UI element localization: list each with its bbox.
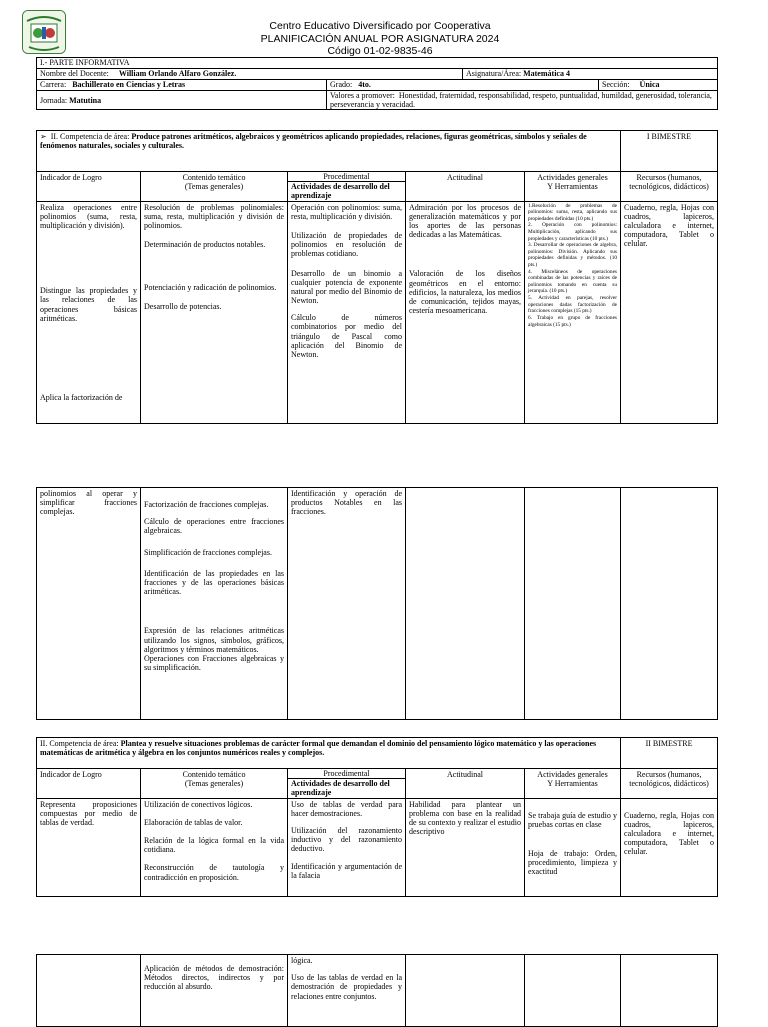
- subject-name: Matemática 4: [523, 69, 570, 78]
- actitudinal-2-cell: Habilidad para plantear un problema con base en la realidad de su contexto y realizar el estudio descriptivo: [406, 798, 525, 896]
- shift-value: Matutina: [69, 95, 102, 105]
- col-actitudinal-2: Actitudinal: [406, 769, 525, 799]
- plan-table-bimestre-1: [36, 130, 718, 424]
- grade-value: 4to.: [358, 80, 371, 89]
- recursos-cont-cell: [621, 488, 718, 720]
- col-procedimental-2: Procedimental Actividades de desarrollo del aprendizaje: [288, 769, 406, 799]
- procedimental-cell: Operación con polinomios: suma, resta, multiplicación y división. Utilización de propiedades de polinomios en resolución de problemas cotidiano. Desarrollo de un binomio a cualquier potencia de exponente natural por medio del Binomio de Newton. Cálculo de números combinatorios por medio del triángulo de Pascal como aplicación del Binomio de Newton.: [288, 201, 406, 423]
- col-actitudinal: Actitudinal: [406, 172, 525, 202]
- indicador-2-cell: Representa proposiciones compuestas por medio de tablas de verdad.: [37, 798, 141, 896]
- section-cell: Sección: Única: [599, 80, 718, 91]
- actitudinal-cell: Admiración por los procesos de generalización matemáticos y por los aportes de las personas dedicadas a las Matemáticas. Valoración de los diseños geométricos en el entorno: edificios, la naturaleza, los medios de comunicación, tejidos mayas, cestería mesoamericana.: [406, 201, 525, 423]
- indicador-2-cont-cell: [37, 955, 141, 1027]
- recursos-cell: Cuaderno, regla, Hojas con cuadros, lapiceros, calculadora e internet, computadora, Tablet o celular.: [621, 201, 718, 423]
- values-cell: Valores a promover: Honestidad, fraternidad, responsabilidad, respeto, puntualidad, humildad, generosidad, tolerancia, perseverancia y veracidad.: [327, 91, 718, 110]
- career-cell: Carrera: Bachillerato en Ciencias y Letras: [37, 80, 327, 91]
- procedimental-2-cell: Uso de tablas de verdad para hacer demostraciones. Utilización del razonamiento inductivo y del razonamiento deductivo. Identificación y argumentación de la falacia: [288, 798, 406, 896]
- col-recursos-2: Recursos (humanos, tecnológicos, didácticos): [621, 769, 718, 799]
- bimestre-2-label: II BIMESTRE: [621, 738, 718, 769]
- col-indicador: Indicador de Logro: [37, 172, 141, 202]
- contenido-cont-cell: Factorización de fracciones complejas. Cálculo de operaciones entre fracciones algebraicas. Simplificación de fracciones complejas. Identificación de las propiedades en las fracciones y de las operaciones básicas aritméticas. Expresión de las relaciones aritméticas utilizando los signos, símbolos, gráficos, algoritmos y términos matemáticos. Operaciones con Fracciones algebraicas y su simplificación.: [141, 488, 288, 720]
- plan-table-bimestre-2: [36, 737, 718, 897]
- bimestre-1-label: I BIMESTRE: [621, 131, 718, 172]
- col-actividades-2: Actividades generales Y Herramientas: [525, 769, 621, 799]
- shift-cell: Jornada: Matutina: [37, 91, 327, 110]
- subject-cell: Asignatura/Área: Matemática 4: [463, 69, 718, 80]
- contenido-cell: Resolución de problemas polinomiales: suma, resta, multiplicación y división de polinomios. Determinación de productos notables. Potenciación y radicación de polinomios. Desarrollo de potencias.: [141, 201, 288, 423]
- actividades-cont-cell: [525, 488, 621, 720]
- recursos-2-cell: Cuaderno, regla, Hojas con cuadros, lapiceros, calculadora e internet, computadora, Tablet o celular.: [621, 798, 718, 896]
- col-indicador-2: Indicador de Logro: [37, 769, 141, 799]
- document-code: Código 01-02-9835-46: [327, 45, 433, 58]
- indicador-cell: Realiza operaciones entre polinomios (suma, resta, multiplicación y división). Distingue las propiedades y las relaciones de las operaciones básicas aritméticas. Aplica la factorización de: [37, 201, 141, 423]
- col-recursos: Recursos (humanos, tecnológicos, didácticos): [621, 172, 718, 202]
- plan-title: PLANIFICACIÓN ANUAL POR ASIGNATURA 2024: [260, 32, 500, 45]
- actitudinal-cont-cell: [406, 488, 525, 720]
- grade-cell: Grado: 4to.: [327, 80, 599, 91]
- values-text: Honestidad, fraternidad, responsabilidad, respeto, puntualidad, humildad, generosidad, tolerancia, perseverancia y veracidad.: [330, 91, 712, 110]
- col-contenido-2: Contenido temático (Temas generales): [141, 769, 288, 799]
- plan-table-bimestre-1-cont: [36, 487, 718, 720]
- indicador-cont-cell: polinomios al operar y simplificar fracciones complejas.: [37, 488, 141, 720]
- teacher-cell: Nombre del Docente: William Orlando Alfaro González.: [37, 69, 463, 80]
- document-header: [150, 20, 610, 58]
- competencia-1: ➢ II. Competencia de área: Produce patrones aritméticos, algebraicos y geométricos aplicando propiedades, relaciones, figuras geométricas, símbolos y señales de fenómenos naturales, sociales y culturales.: [37, 131, 621, 172]
- plan-table-bimestre-2-cont: [36, 954, 718, 1027]
- competencia-2: II. Competencia de área: Plantea y resuelve situaciones problemas de carácter formal que demandan el dominio del pensamiento lógico matemático y las operaciones matemáticas de aritmética y álgebra en los conjuntos numéricos reales y complejos.: [37, 738, 621, 769]
- info-table: [36, 57, 718, 110]
- procedimental-2-cont-cell: lógica. Uso de las tablas de verdad en la demostración de propiedades y relaciones entre conjuntos.: [288, 955, 406, 1027]
- info-section-title: I.- PARTE INFORMATIVA: [37, 58, 718, 69]
- recursos-2-cont-cell: [621, 955, 718, 1027]
- procedimental-cont-cell: Identificación y operación de productos Notables en las fracciones.: [288, 488, 406, 720]
- contenido-2-cell: Utilización de conectivos lógicos. Elaboración de tablas de valor. Relación de la lógica formal en la vida cotidiana. Reconstrucción de tautología y contradicción en proposición.: [141, 798, 288, 896]
- actividades-2-cell: Se trabaja guía de estudio y pruebas cortas en clase Hoja de trabajo: Orden, procedimiento, limpieza y exactitud: [525, 798, 621, 896]
- arrow-bullet-icon: ➢: [40, 132, 47, 141]
- contenido-2-cont-cell: Aplicación de métodos de demostración: Métodos directos, indirectos y por reducción al absurdo.: [141, 955, 288, 1027]
- section-value: Única: [639, 80, 660, 89]
- actividades-2-cont-cell: [525, 955, 621, 1027]
- school-name: Centro Educativo Diversificado por Cooperativa: [269, 20, 491, 32]
- actitudinal-2-cont-cell: [406, 955, 525, 1027]
- col-contenido: Contenido temático (Temas generales): [141, 172, 288, 202]
- col-procedimental: Procedimental Actividades de desarrollo del aprendizaje: [288, 172, 406, 202]
- col-actividades: Actividades generales Y Herramientas: [525, 172, 621, 202]
- actividades-cell: 1.Resolución de problemas de polinomios: suma, resta, aplicando sus propiedades definidas (10 pts.) 2. Operación con polinomios: Multiplicación, aplicando sus propiedades y características (10 pts.) 3. Desarrollar de operaciones de algebra, polinomios: División. Aplicando sus propiedades definidas y métodos. (10 pts.) 4. Misceláneos de operaciones combinadas de las potencias y raíces de polinomios tomando en cuenta su jerarquía. (10 pts.) 5. Actividad en parejas, resolver operaciones dadas factorización de fracciones complejas (15 pts.) 6. Trabajo en grupo de fracciones algebraicas (15 pts.): [525, 201, 621, 423]
- teacher-name: William Orlando Alfaro González.: [118, 69, 237, 78]
- school-crest-icon: [22, 10, 66, 54]
- career-name: Bachillerato en Ciencias y Letras: [72, 80, 186, 89]
